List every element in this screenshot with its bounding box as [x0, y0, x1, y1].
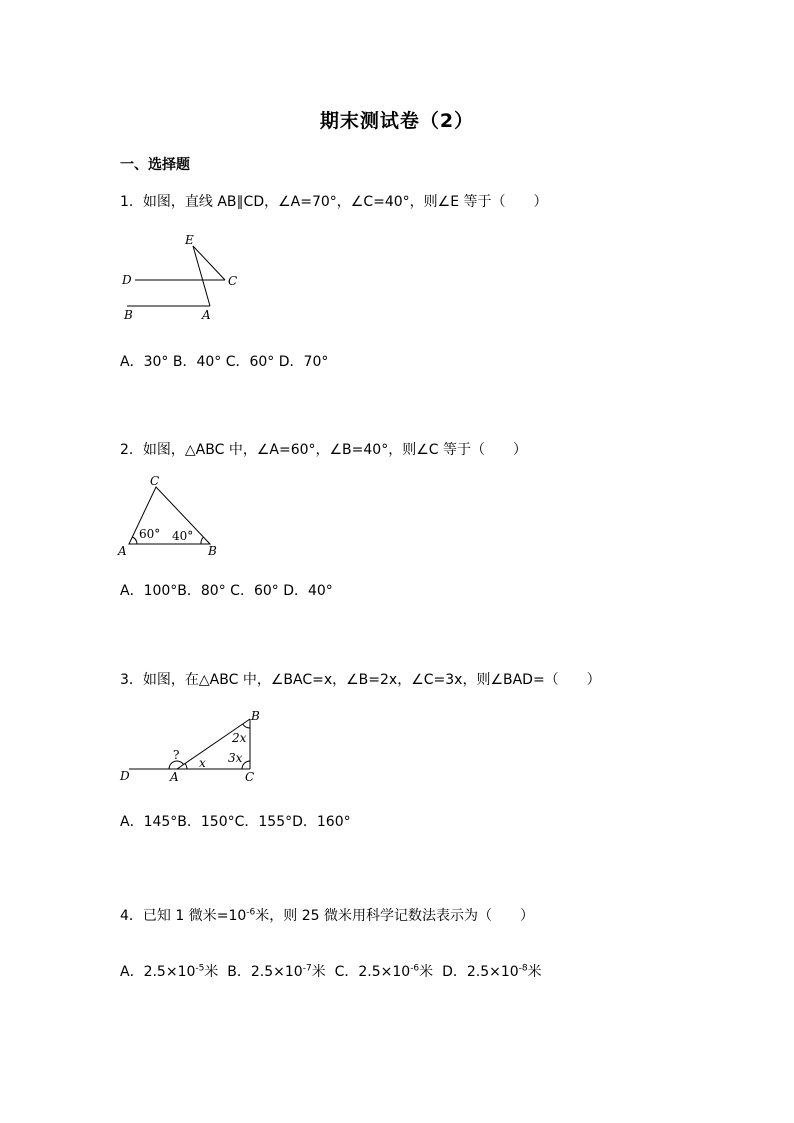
question-2-figure	[115, 472, 235, 562]
option-b	[227, 964, 325, 980]
label-c: C	[245, 770, 255, 784]
angle-bac-value: x	[199, 756, 206, 770]
option-b-label: B．2.5×10	[227, 964, 303, 980]
angle-c-value: 3x	[228, 751, 243, 765]
option-d	[442, 964, 542, 980]
option-b-exponent: -7	[302, 963, 312, 974]
label-e: E	[185, 233, 194, 247]
question-1-figure	[115, 230, 255, 325]
angle-arc-b	[243, 724, 250, 728]
option-c-unit: 米	[419, 964, 434, 980]
angle-arc-bac	[185, 764, 187, 770]
option-c-exponent: -6	[410, 963, 420, 974]
label-c: C	[228, 274, 238, 288]
angle-b-value: 2x	[232, 731, 247, 745]
option-a	[120, 964, 218, 980]
option-d-unit: 米	[527, 964, 542, 980]
option-d-exponent: -8	[518, 963, 528, 974]
angle-arc-bad	[169, 761, 184, 769]
angle-bad-mark: ?	[173, 748, 180, 762]
option-c-label: C．2.5×10	[334, 964, 411, 980]
section-heading: 一、选择题	[120, 157, 190, 173]
question-4-stem-pre: 4．已知 1 微米=10	[120, 908, 247, 924]
label-a: A	[170, 770, 179, 784]
question-3-figure	[115, 706, 275, 791]
label-a: A	[202, 308, 211, 322]
page-title: 期末测试卷（2）	[319, 110, 475, 132]
option-a-unit: 米	[204, 964, 219, 980]
question-1-options: A．30° B．40° C．60° D．70°	[120, 354, 329, 370]
label-a: A	[118, 544, 127, 558]
question-4-options	[120, 961, 542, 981]
angle-a-value: 60°	[139, 527, 161, 541]
label-b: B	[124, 308, 133, 322]
angle-b-value: 40°	[172, 529, 194, 543]
angle-arc-a	[133, 537, 138, 544]
question-2-options: A．100°B．80° C．60° D．40°	[120, 583, 333, 599]
question-4-stem	[120, 905, 534, 925]
option-a-exponent: -5	[195, 963, 205, 974]
angle-arc-b	[201, 537, 204, 544]
label-b: B	[251, 709, 260, 723]
label-d: D	[120, 769, 130, 783]
label-b: B	[208, 544, 217, 558]
question-3-options: A．145°B．150°C．155°D．160°	[120, 814, 351, 830]
option-d-label: D．2.5×10	[442, 964, 519, 980]
option-a-label: A．2.5×10	[120, 964, 196, 980]
angle-arc-c	[242, 761, 250, 769]
question-4-stem-post: 米，则 25 微米用科学记数法表示为（ ）	[255, 908, 534, 924]
label-d: D	[122, 273, 132, 287]
option-c	[335, 964, 434, 980]
label-c: C	[150, 474, 160, 488]
question-4-stem-exponent: -6	[246, 907, 256, 918]
option-b-unit: 米	[311, 964, 326, 980]
question-1-stem: 1．如图，直线 AB∥CD，∠A=70°，∠C=40°，则∠E 等于（ ）	[120, 194, 548, 210]
question-3-stem: 3．如图，在△ABC 中，∠BAC=x，∠B=2x，∠C=3x，则∠BAD=（ ）	[120, 672, 601, 688]
question-2-stem: 2．如图，△ABC 中，∠A=60°，∠B=40°，则∠C 等于（ ）	[120, 442, 527, 458]
